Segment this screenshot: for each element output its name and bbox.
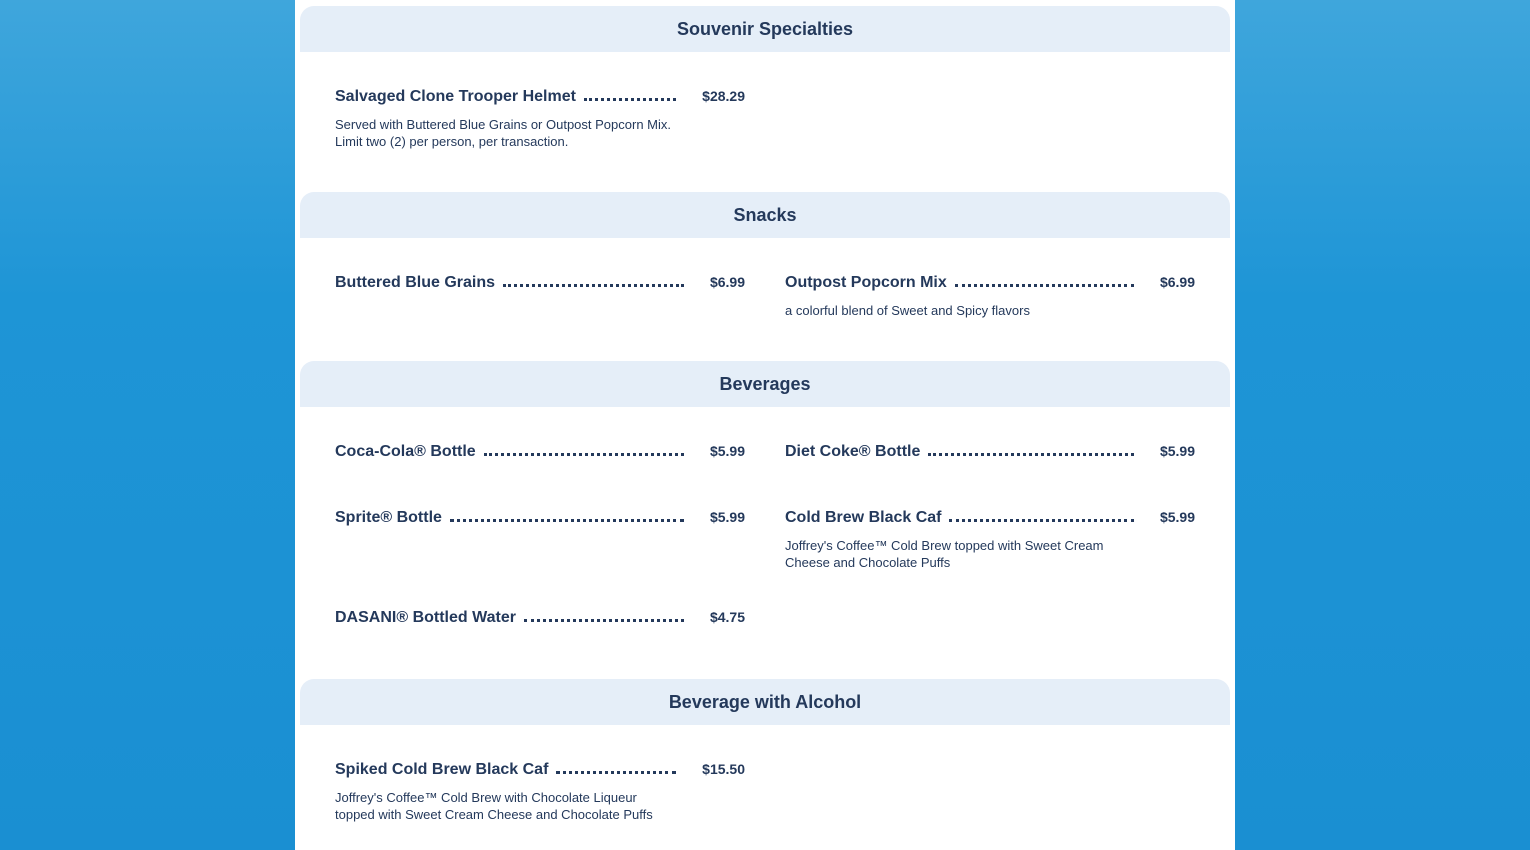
menu-item-description: Joffrey's Coffee™ Cold Brew with Chocolate Liqueur topped with Sweet Cream Cheese and Chocolate Puffs	[335, 790, 653, 822]
menu-item-price: $4.75	[709, 609, 745, 625]
menu-item[interactable]	[335, 609, 745, 633]
dot-leader	[955, 274, 1134, 287]
dot-leader	[556, 761, 676, 774]
menu-item-price: $5.99	[709, 509, 745, 525]
menu-item[interactable]	[335, 761, 745, 823]
dot-leader	[584, 88, 676, 101]
section-beverages	[300, 361, 1230, 407]
dot-leader	[928, 443, 1134, 456]
section-title: Beverages	[300, 361, 1230, 407]
menu-item[interactable]	[335, 509, 745, 533]
section-souvenir-specialties	[300, 6, 1230, 52]
section-title: Souvenir Specialties	[300, 6, 1230, 52]
dot-leader	[949, 509, 1133, 522]
menu-item[interactable]	[785, 443, 1195, 467]
menu-item[interactable]	[335, 443, 745, 467]
menu-item-description: a colorful blend of Sweet and Spicy flavors	[785, 303, 1030, 318]
section-title: Beverage with Alcohol	[300, 679, 1230, 725]
menu-item[interactable]	[785, 274, 1195, 319]
section-snacks	[300, 192, 1230, 238]
menu-item-name: Outpost Popcorn Mix	[785, 274, 947, 291]
menu-item-price: $28.29	[702, 88, 745, 104]
menu-item[interactable]	[785, 509, 1195, 571]
section-beverage-with-alcohol	[300, 679, 1230, 725]
menu-item-price: $15.50	[702, 761, 745, 777]
menu-item-name: Diet Coke® Bottle	[785, 443, 921, 460]
menu-item-price: $6.99	[709, 274, 745, 290]
section-title: Snacks	[300, 192, 1230, 238]
menu-card	[295, 0, 1235, 850]
menu-item-name: Spiked Cold Brew Black Caf	[335, 761, 549, 778]
dot-leader	[524, 609, 684, 622]
dot-leader	[450, 509, 684, 522]
menu-item-name: Salvaged Clone Trooper Helmet	[335, 88, 576, 105]
menu-item-price: $5.99	[709, 443, 745, 459]
menu-item-name: DASANI® Bottled Water	[335, 609, 516, 626]
menu-item-name: Sprite® Bottle	[335, 509, 442, 526]
menu-item-description: Joffrey's Coffee™ Cold Brew topped with Sweet Cream Cheese and Chocolate Puffs	[785, 538, 1104, 570]
menu-item-description: Served with Buttered Blue Grains or Outpost Popcorn Mix. Limit two (2) per person, per transaction.	[335, 117, 671, 149]
menu-item-price: $6.99	[1159, 274, 1195, 290]
dot-leader	[484, 443, 684, 456]
dot-leader	[503, 274, 684, 287]
menu-item[interactable]	[335, 88, 745, 150]
menu-item-name: Cold Brew Black Caf	[785, 509, 942, 526]
menu-item-name: Coca-Cola® Bottle	[335, 443, 476, 460]
menu-item-name: Buttered Blue Grains	[335, 274, 496, 291]
menu-item-price: $5.99	[1159, 443, 1195, 459]
menu-item[interactable]	[335, 274, 745, 298]
menu-item-price: $5.99	[1159, 509, 1195, 525]
